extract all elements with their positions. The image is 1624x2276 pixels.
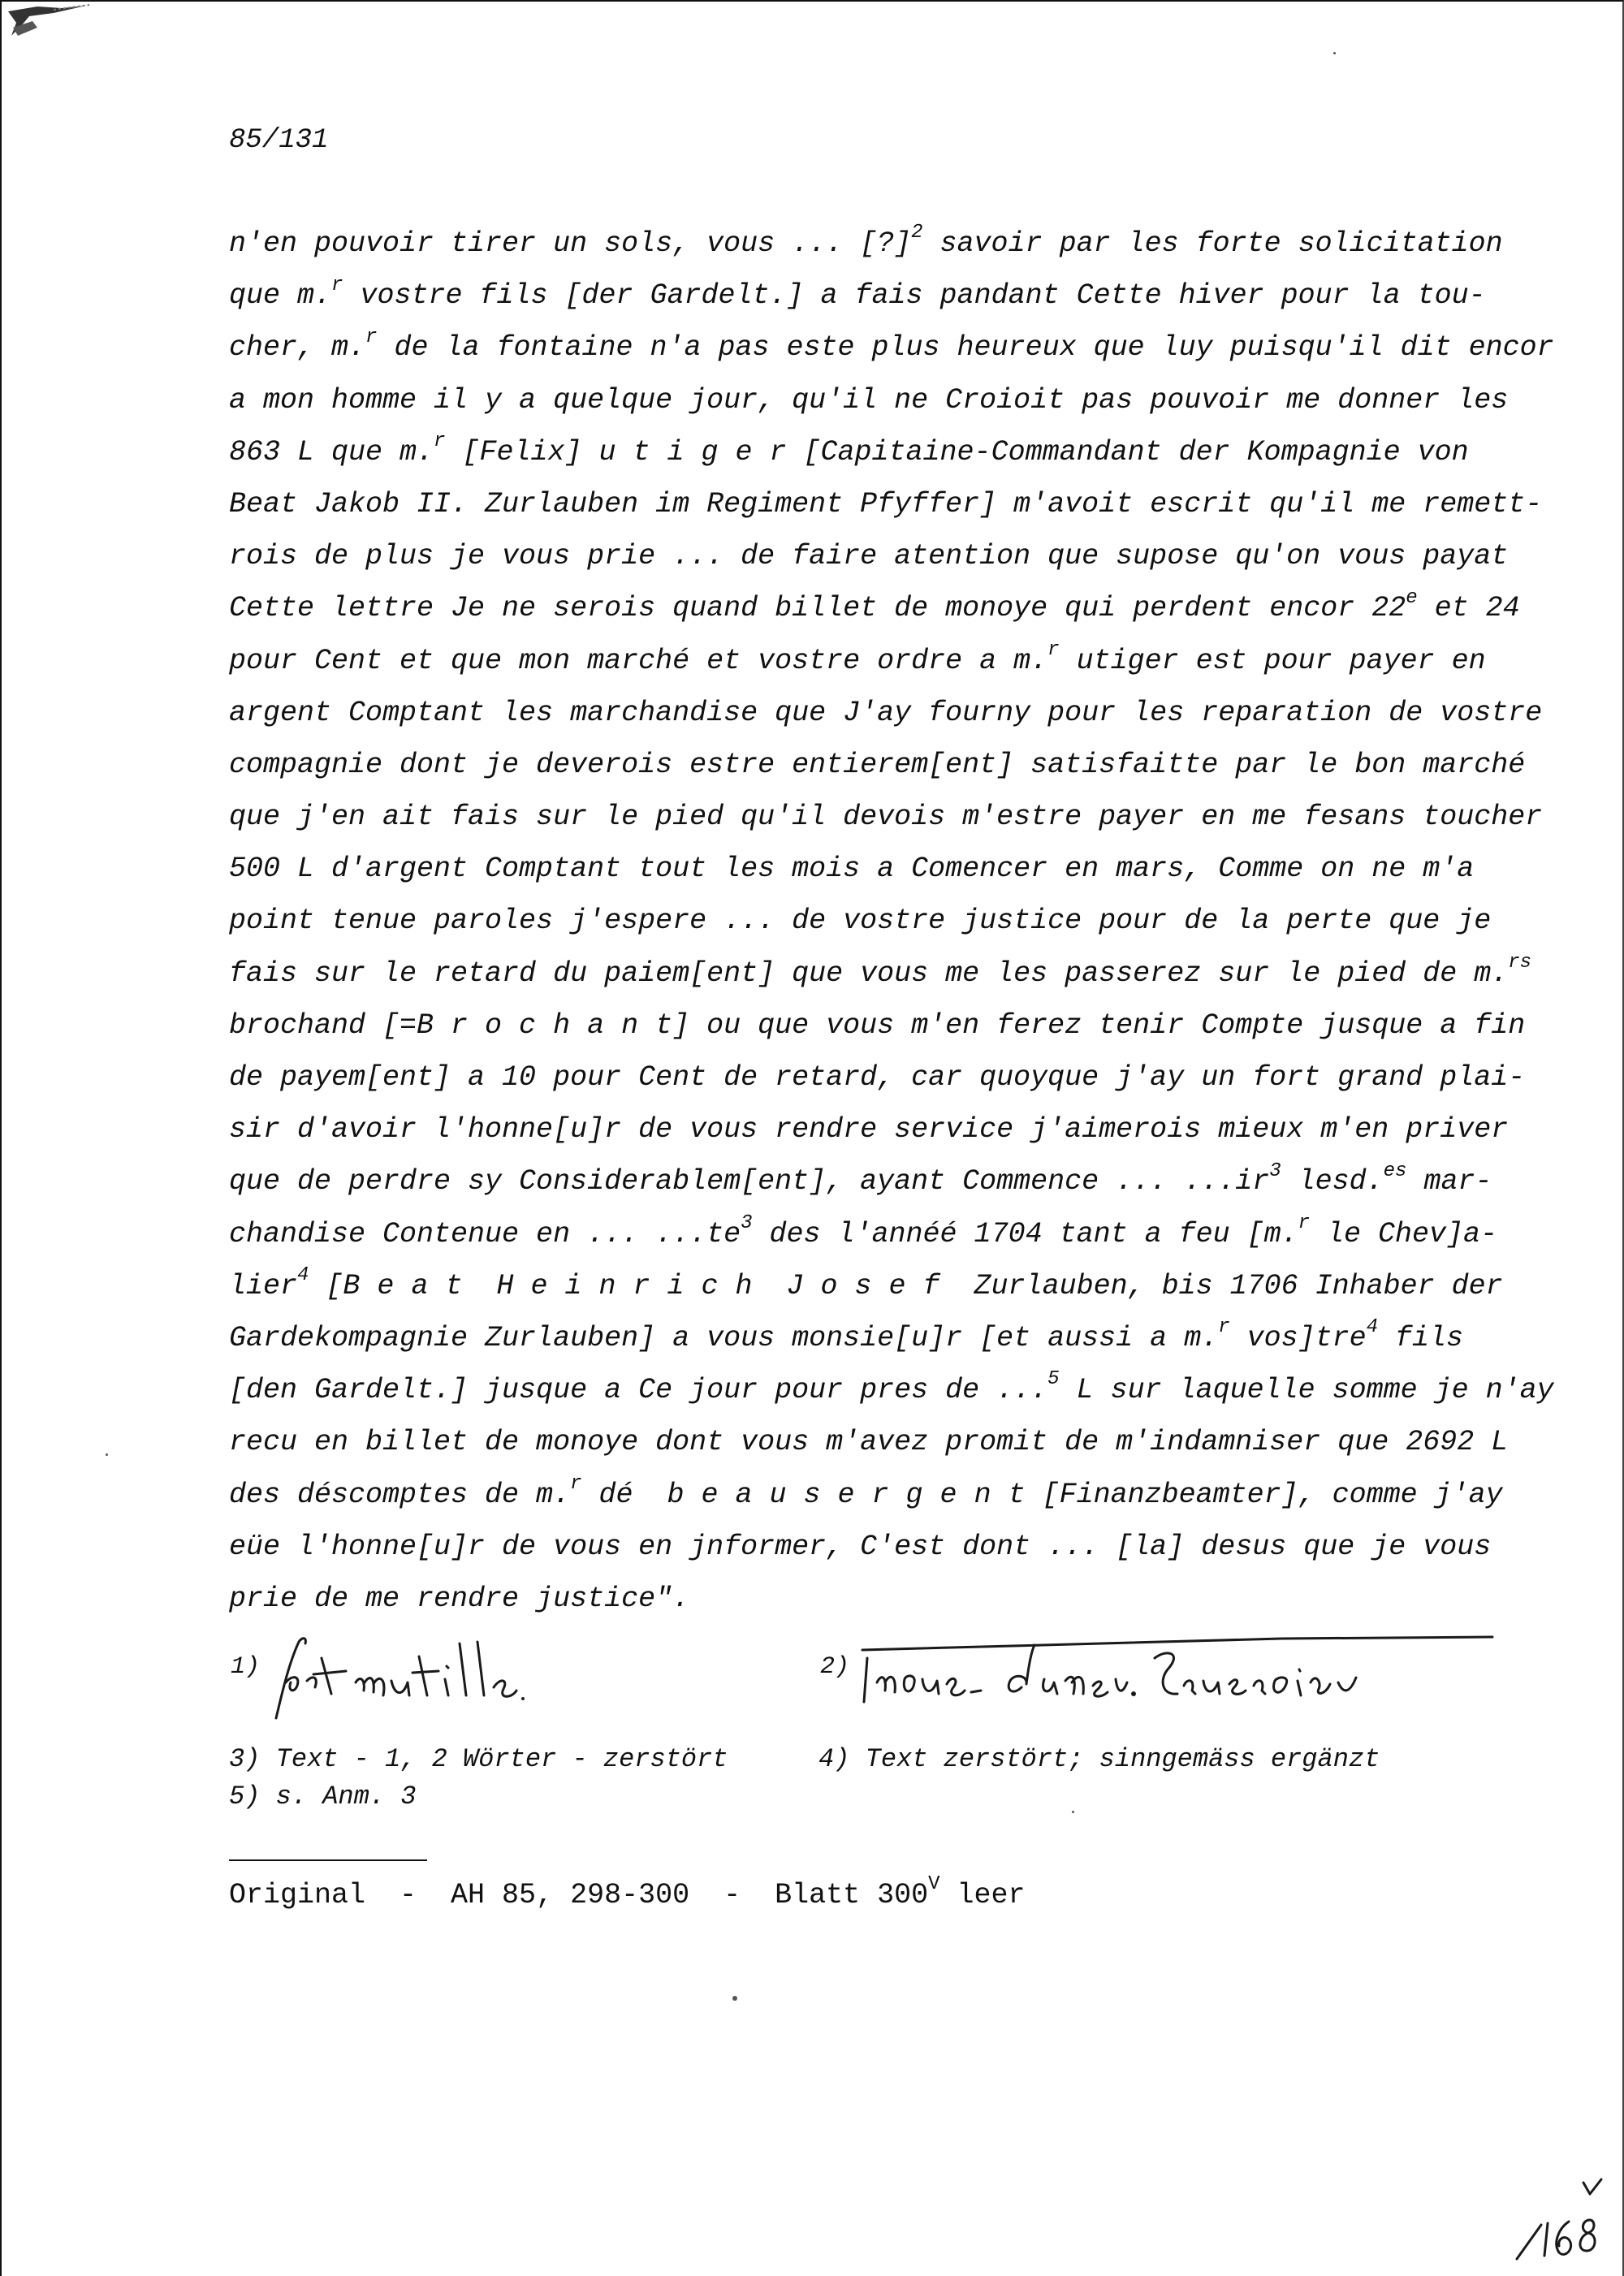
line-text: Beat Jakob II. Zurlauben im Regiment Pfyffer] m'avoit escrit qu'il me remett-	[229, 487, 1543, 520]
text-line	[229, 948, 1544, 1000]
superscript: r	[434, 430, 446, 453]
line-text: vostre fils [der Gardelt.] a fais pandant Cette hiver pour la tou-	[343, 279, 1486, 313]
superscript: 5	[1047, 1368, 1060, 1391]
text-line	[229, 635, 1544, 687]
text-line	[229, 530, 1544, 582]
line-text: brochand [=B r o c h a n t] ou que vous m'en ferez tenir Compte jusque a fin	[229, 1008, 1526, 1042]
text-line	[229, 1521, 1544, 1573]
footnote-4: 4) Text zerstört; sinngemäss ergänzt	[818, 1744, 1380, 1774]
text-line	[229, 426, 1544, 478]
speck	[1072, 1811, 1074, 1813]
line-text: recu en billet de monoye dont vous m'avez promit de m'indamniser que 2692 L	[229, 1426, 1509, 1459]
line-text: eüe l'honne[u]r de vous en jnformer, C'est dont ... [la] desus que je vous	[229, 1530, 1492, 1563]
superscript: es	[1383, 1160, 1407, 1182]
line-text: le Chev]a-	[1310, 1217, 1498, 1250]
line-text: vos]tre	[1229, 1321, 1367, 1354]
line-text: des l'annéé 1704 tant a feu [m.	[752, 1217, 1298, 1250]
text-line	[229, 843, 1544, 895]
original-source-text: Original - AH 85, 298-300 - Blatt 300	[229, 1879, 929, 1911]
text-line	[229, 791, 1544, 843]
text-line	[229, 1364, 1554, 1416]
text-line	[229, 1416, 1544, 1468]
superscript: r	[1047, 638, 1060, 661]
speck	[732, 1996, 737, 2001]
text-line	[229, 218, 1544, 270]
handwritten-folio-number	[1512, 2178, 1609, 2267]
line-text: chandise Contenue en ... ...te	[229, 1217, 741, 1250]
line-text: Gardekompagnie Zurlauben] a vous monsie[u]r [et aussi a m.	[229, 1321, 1219, 1354]
superscript: r	[1298, 1211, 1311, 1234]
superscript: r	[570, 1472, 582, 1495]
line-text: point tenue paroles j'espere ... de vostre justice pour de la perte que je	[229, 905, 1492, 938]
superscript: r	[331, 274, 343, 296]
superscript: 3	[741, 1211, 753, 1234]
text-line	[229, 374, 1544, 426]
superscript: 3	[1269, 1160, 1281, 1182]
line-text: [B e a t H e i n r i c h J o s e f Zurlauben, bis 1706 Inhaber der	[309, 1269, 1503, 1302]
line-text: argent Comptant les marchandise que J'ay fourny pour les reparation de vostre	[229, 696, 1543, 729]
text-line	[229, 895, 1544, 947]
line-text: [Felix] u t i g e r [Capitaine-Commandant der Kompagnie von	[445, 435, 1469, 469]
footnote-divider	[229, 1859, 427, 1861]
original-source-sup: V	[928, 1873, 940, 1896]
text-line	[229, 1208, 1544, 1260]
text-line	[229, 1155, 1544, 1207]
text-line	[229, 322, 1554, 374]
line-text: sir d'avoir l'honne[u]r de vous rendre service j'aimerois mieux m'en priver	[229, 1113, 1509, 1147]
text-line	[229, 582, 1544, 634]
line-text: n'en pouvoir tirer un sols, vous ... [?]	[229, 227, 912, 260]
text-line	[229, 1103, 1544, 1155]
text-line	[229, 270, 1544, 322]
line-text: dé b e a u s e r g e n t [Finanzbeamter], comme j'ay	[581, 1478, 1503, 1511]
line-text: pour Cent et que mon marché et vostre ordre a m.	[229, 644, 1048, 677]
letter-body	[229, 218, 1554, 1625]
page-number: 85/131	[229, 125, 329, 156]
line-text: lier	[229, 1269, 298, 1302]
line-text: prie de me rendre justice".	[229, 1582, 690, 1615]
line-text: a mon homme il y a quelque jour, qu'il ne Croioit pas pouvoir me donner les	[229, 383, 1509, 417]
line-text: lesd.	[1281, 1165, 1384, 1198]
line-text: de la fontaine n'a pas este plus heureux que luy puisqu'il dit encor	[377, 331, 1554, 365]
line-text: L sur laquelle somme je n'ay	[1059, 1374, 1554, 1407]
line-text: savoir par les forte solicitation	[922, 227, 1503, 260]
line-text: de payem[ent] a 10 pour Cent de retard, car quoyque j'ay un fort grand plai-	[229, 1061, 1526, 1094]
speck	[106, 1453, 108, 1456]
line-text: que j'en ait fais sur le pied qu'il devois m'estre payer en me fesans toucher	[229, 801, 1543, 834]
superscript: r	[365, 326, 378, 348]
text-line	[229, 687, 1544, 739]
text-line	[229, 1260, 1544, 1312]
signature-block-1	[229, 1634, 651, 1723]
speck	[1333, 52, 1336, 54]
superscript: 2	[911, 222, 923, 244]
line-text: utiger est pour payer en	[1059, 644, 1486, 677]
signature-label-1: 1)	[231, 1653, 261, 1681]
line-text: 863 L que m.	[229, 435, 434, 469]
superscript: rs	[1508, 951, 1532, 974]
line-text: et 24	[1417, 592, 1520, 625]
superscript: e	[1406, 586, 1418, 609]
line-text: 500 L d'argent Comptant tout les mois a Comencer en mars, Comme on ne m'a	[229, 853, 1475, 886]
line-text: mar-	[1406, 1165, 1492, 1198]
line-text: fils	[1378, 1321, 1464, 1354]
line-text: des déscomptes de m.	[229, 1478, 571, 1511]
text-line	[229, 1000, 1544, 1052]
text-line	[229, 739, 1544, 791]
superscript: 4	[1366, 1316, 1379, 1339]
line-text: que m.	[229, 279, 332, 313]
text-line	[229, 1052, 1544, 1103]
original-source-after: leer	[939, 1879, 1026, 1911]
handwritten-signature-fort-mutille	[265, 1634, 687, 1723]
superscript: 4	[297, 1264, 309, 1287]
superscript: r	[1218, 1316, 1230, 1339]
text-line	[229, 1573, 1544, 1625]
line-text: fais sur le retard du paiem[ent] que vous me les passerez sur le pied de m.	[229, 957, 1509, 990]
signature-label-2: 2)	[820, 1653, 850, 1681]
text-line	[229, 1312, 1544, 1364]
line-text: Cette lettre Je ne serois quand billet de monoye qui perdent encor 22	[229, 592, 1406, 625]
footnote-3: 3) Text - 1, 2 Wörter - zerstört	[229, 1744, 728, 1774]
signature-block-2	[818, 1634, 1501, 1723]
text-line	[229, 478, 1544, 530]
handwritten-signature-nous-donner	[859, 1634, 1509, 1723]
original-source-note	[229, 1873, 1026, 1911]
text-line	[229, 1469, 1544, 1521]
line-text: rois de plus je vous prie ... de faire atention que supose qu'on vous payat	[229, 540, 1509, 573]
line-text: que de perdre sy Considerablem[ent], ayant Commence ... ...ir	[229, 1165, 1270, 1198]
line-text: compagnie dont je deverois estre entierem[ent] satisfaitte par le bon marché	[229, 748, 1526, 781]
scan-artifact-icon	[5, 3, 94, 60]
line-text: [den Gardelt.] jusque a Ce jour pour pres de ...	[229, 1374, 1048, 1407]
folio-number-text: 168	[1512, 2178, 1514, 2179]
footnote-5: 5) s. Anm. 3	[229, 1781, 417, 1812]
line-text: cher, m.	[229, 331, 366, 365]
